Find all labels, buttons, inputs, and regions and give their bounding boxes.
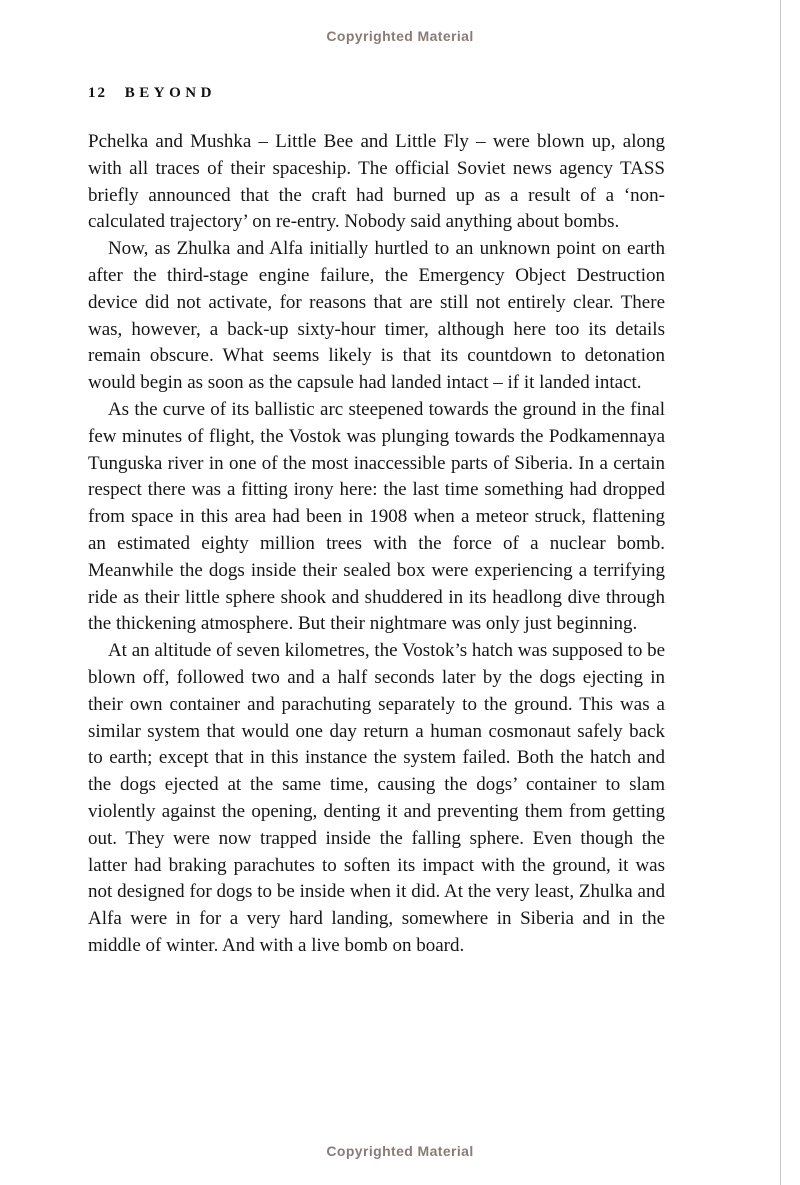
paragraph: As the curve of its ballistic arc steepened towards the ground in the final few minutes of flight, the Vostok was plunging towards the Podkamennaya Tunguska river in one of the most inaccessible parts of Siberia. In a certain respect there was a fitting irony here: the last time something had dropped from space in this area had been in 1908 when a meteor struck, flattening an estimated eighty million trees with the force of a nuclear bomb. Meanwhile the dogs inside their sealed box were experiencing a terrifying ride as their little sphere shook and shuddered in its headlong dive through the thickening atmosphere. But their nightmare was only just beginning. [88, 398, 665, 635]
running-title: BEYOND [124, 85, 216, 101]
copyright-notice-bottom: Copyrighted Material [326, 1143, 474, 1159]
copyright-notice-top: Copyrighted Material [326, 28, 474, 44]
paragraph: Now, as Zhulka and Alfa initially hurtled to an unknown point on earth after the third-stage engine failure, the Emergency Object Destruction device did not activate, for reasons that are still not entirely clear. There was, however, a back-up sixty-hour timer, although here too its details remain obscure. What seems likely is that its countdown to detonation would begin as soon as the capsule had landed intact – if it landed intact. [88, 238, 665, 394]
paragraph: Pchelka and Mushka – Little Bee and Little Fly – were blown up, along with all traces of their spaceship. The official Soviet news agency TASS briefly announced that the craft had burned up as a result of a ‘non-calculated trajectory’ on re-entry. Nobody said anything about bombs. [88, 131, 665, 233]
page-scan-edge [780, 0, 781, 1185]
page-number: 12 [88, 85, 107, 101]
page-body [88, 129, 665, 960]
paragraph: At an altitude of seven kilometres, the Vostok’s hatch was supposed to be blown off, followed two and a half seconds later by the dogs ejecting in their own container and parachuting separately to the ground. This was a similar system that would one day return a human cosmonaut safely back to earth; except that in this instance the system failed. Both the hatch and the dogs ejected at the same time, causing the dogs’ container to slam violently against the opening, denting it and preventing them from getting out. They were now trapped inside the falling sphere. Even though the latter had braking parachutes to soften its impact with the ground, it was not designed for dogs to be inside when it did. At the very least, Zhulka and Alfa were in for a very hard landing, somewhere in Siberia and in the middle of winter. And with a live bomb on board. [88, 640, 666, 956]
page-header [88, 85, 216, 102]
